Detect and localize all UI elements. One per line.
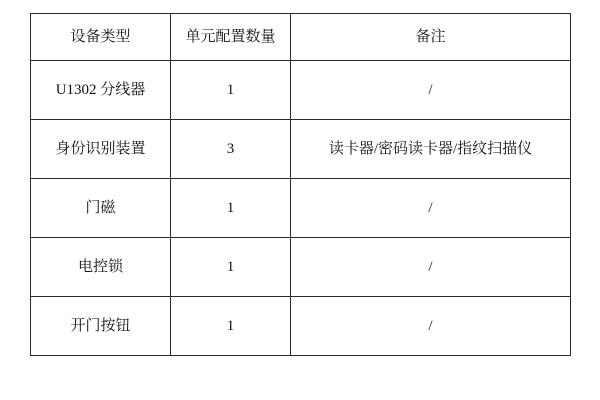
cell-quantity: 1: [171, 61, 291, 120]
cell-device-type: 身份识别装置: [31, 120, 171, 179]
cell-remark: /: [291, 61, 571, 120]
table-row: [31, 297, 571, 356]
table-row: [31, 179, 571, 238]
column-header-device-type: 设备类型: [31, 14, 171, 61]
column-header-remark: 备注: [291, 14, 571, 61]
cell-quantity: 1: [171, 297, 291, 356]
cell-remark: /: [291, 297, 571, 356]
cell-quantity: 1: [171, 238, 291, 297]
cell-device-type: 门磁: [31, 179, 171, 238]
cell-device-type: 开门按钮: [31, 297, 171, 356]
table-row: [31, 61, 571, 120]
device-configuration-table: [30, 13, 571, 356]
spec-table-container: [30, 13, 570, 356]
cell-quantity: 1: [171, 179, 291, 238]
column-header-unit-quantity: 单元配置数量: [171, 14, 291, 61]
table-row: [31, 238, 571, 297]
cell-quantity: 3: [171, 120, 291, 179]
table-header-row: [31, 14, 571, 61]
cell-remark: /: [291, 179, 571, 238]
cell-device-type: 电控锁: [31, 238, 171, 297]
cell-remark: 读卡器/密码读卡器/指纹扫描仪: [291, 120, 571, 179]
table-row: [31, 120, 571, 179]
cell-device-type: U1302 分线器: [31, 61, 171, 120]
cell-remark: /: [291, 238, 571, 297]
